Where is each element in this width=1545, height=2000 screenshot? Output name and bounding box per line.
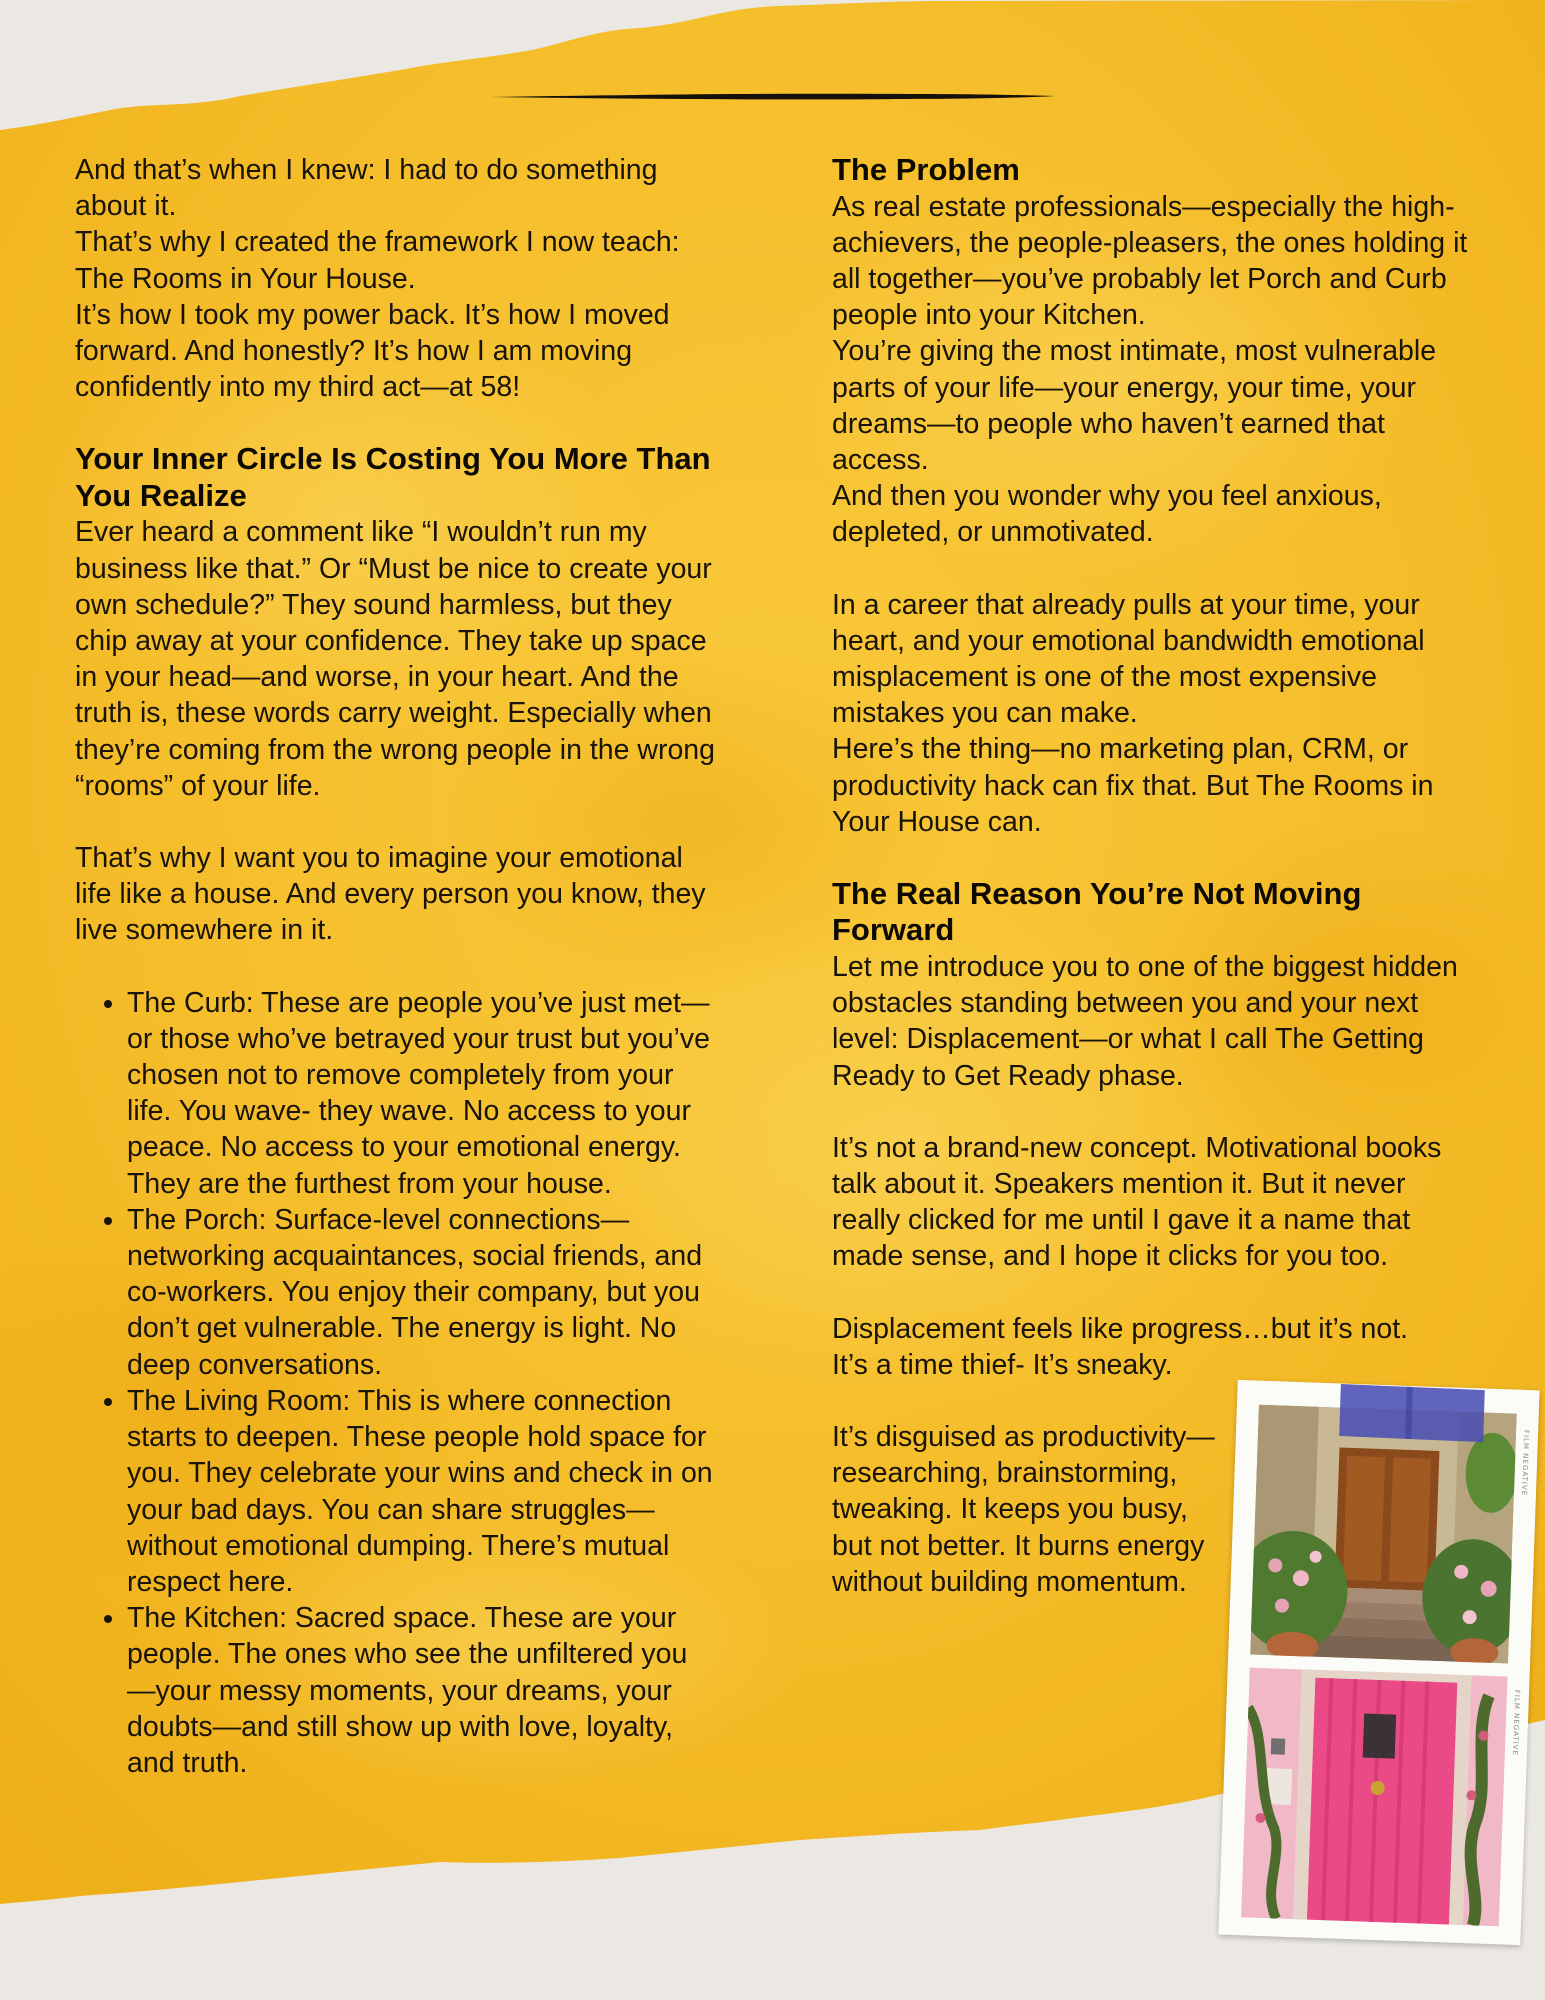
problem-paragraph-3: And then you wonder why you feel anxious, depleted, or unmotivated. <box>832 480 1382 549</box>
problem-paragraph-1: As real estate professionals—especially the high-achievers, the people-pleasers, the ones holding it all together—you’ve probably let Porch and Curb people into your Kitchen. <box>832 190 1468 332</box>
room-kitchen-item: • The Kitchen: Sacred space. These are your people. The ones who see the unfiltered you—your messy moments, your dreams, your doubts—and still show up with love, loyalty, and truth. <box>127 1600 715 1781</box>
intro-paragraph-3: It’s how I took my power back. It’s how I moved forward. And honestly? It’s how I am moving confidently into my third act—at 58! <box>75 298 670 404</box>
room-curb-item: • The Curb: These are people you’ve just met—or those who’ve betrayed your trust but you’ve chosen not to remove completely from your life. You wave- they wave. No access to your peace. No access to your emotional energy. They are the furthest from your house. <box>127 985 715 1202</box>
problem-paragraph-5: Here’s the thing—no marketing plan, CRM, or productivity hack can fix that. But The Rooms in Your House can. <box>832 733 1434 838</box>
reason-paragraph-3a: Displacement feels like progress…but it’s not. <box>832 1312 1409 1345</box>
spacer <box>832 1275 1472 1311</box>
rooms-list <box>75 985 715 1781</box>
film-negative-label: FILM NEGATIVE <box>1519 1429 1531 1497</box>
section-heading-real-reason: The Real Reason You’re Not Moving Forward <box>832 875 1362 948</box>
intro-paragraph-2: That’s why I created the framework I now teach: The Rooms in Your House. <box>75 226 680 295</box>
spacer <box>832 551 1472 587</box>
inner-circle-paragraph-1: Ever heard a comment like “I wouldn’t run my business like that.” Or “Must be nice to create your own schedule?” They sound harmless, but they chip away at your confidence. They take up space in your head—and worse, in your heart. And the truth is, these words carry weight. Especially when they’re coming from the wrong people in the wrong “rooms” of your life. <box>75 516 716 802</box>
problem-paragraph-2: You’re giving the most intimate, most vulnerable parts of your life—your energy, your time, your dreams—to people who haven’t earned that access. <box>832 335 1437 476</box>
room-living-room-item: • The Living Room: This is where connection starts to deepen. These people hold space for you. They celebrate your wins and check in on your bad days. You can share struggles—without emotional dumping. There’s mutual respect here. <box>127 1383 715 1600</box>
reason-paragraph-4: It’s disguised as productivity—researching, brainstorming, tweaking. It keeps you busy, but not better. It burns energy without building momentum. <box>832 1420 1215 1598</box>
reason-paragraph-3b: It’s a time thief- It’s sneaky. <box>832 1348 1173 1381</box>
photo-strip <box>1218 1380 1539 1945</box>
pink-door-photo <box>1241 1667 1508 1926</box>
reason-paragraph-2: It’s not a brand-new concept. Motivational books talk about it. Speakers mention it. But it never really clicked for me until I gave it a name that made sense, and I hope it clicks for you too. <box>832 1131 1442 1273</box>
spacer <box>75 949 715 985</box>
intro-paragraph-1: And that’s when I knew: I had to do something about it. <box>75 154 658 223</box>
inner-circle-paragraph-2: That’s why I want you to imagine your emotional life like a house. And every person you know, they live somewhere in it. <box>75 842 706 947</box>
tape-strip <box>1333 1380 1489 1446</box>
room-porch-item: • The Porch: Surface-level connections—networking acquaintances, social friends, and co-workers. You enjoy their company, but you don’t get vulnerable. The energy is light. No deep conversations. <box>127 1202 715 1383</box>
spacer <box>832 1094 1472 1130</box>
spacer <box>832 840 1472 876</box>
problem-paragraph-4: In a career that already pulls at your time, your heart, and your emotional bandwidth emotional misplacement is one of the most expensive mistakes you can make. <box>832 588 1425 730</box>
reason-paragraph-1: Let me introduce you to one of the biggest hidden obstacles standing between you and your next level: Displacement—or what I call The Getting Ready to Get Ready phase. <box>832 950 1458 1092</box>
divider-rule <box>490 90 1055 104</box>
section-heading-inner-circle: Your Inner Circle Is Costing You More Than You Realize <box>75 441 711 513</box>
film-negative-label: FILM NEGATIVE <box>1510 1689 1522 1757</box>
left-column <box>75 152 715 1781</box>
spacer <box>75 804 715 840</box>
section-heading-problem: The Problem <box>832 152 1020 187</box>
spacer <box>75 405 715 441</box>
